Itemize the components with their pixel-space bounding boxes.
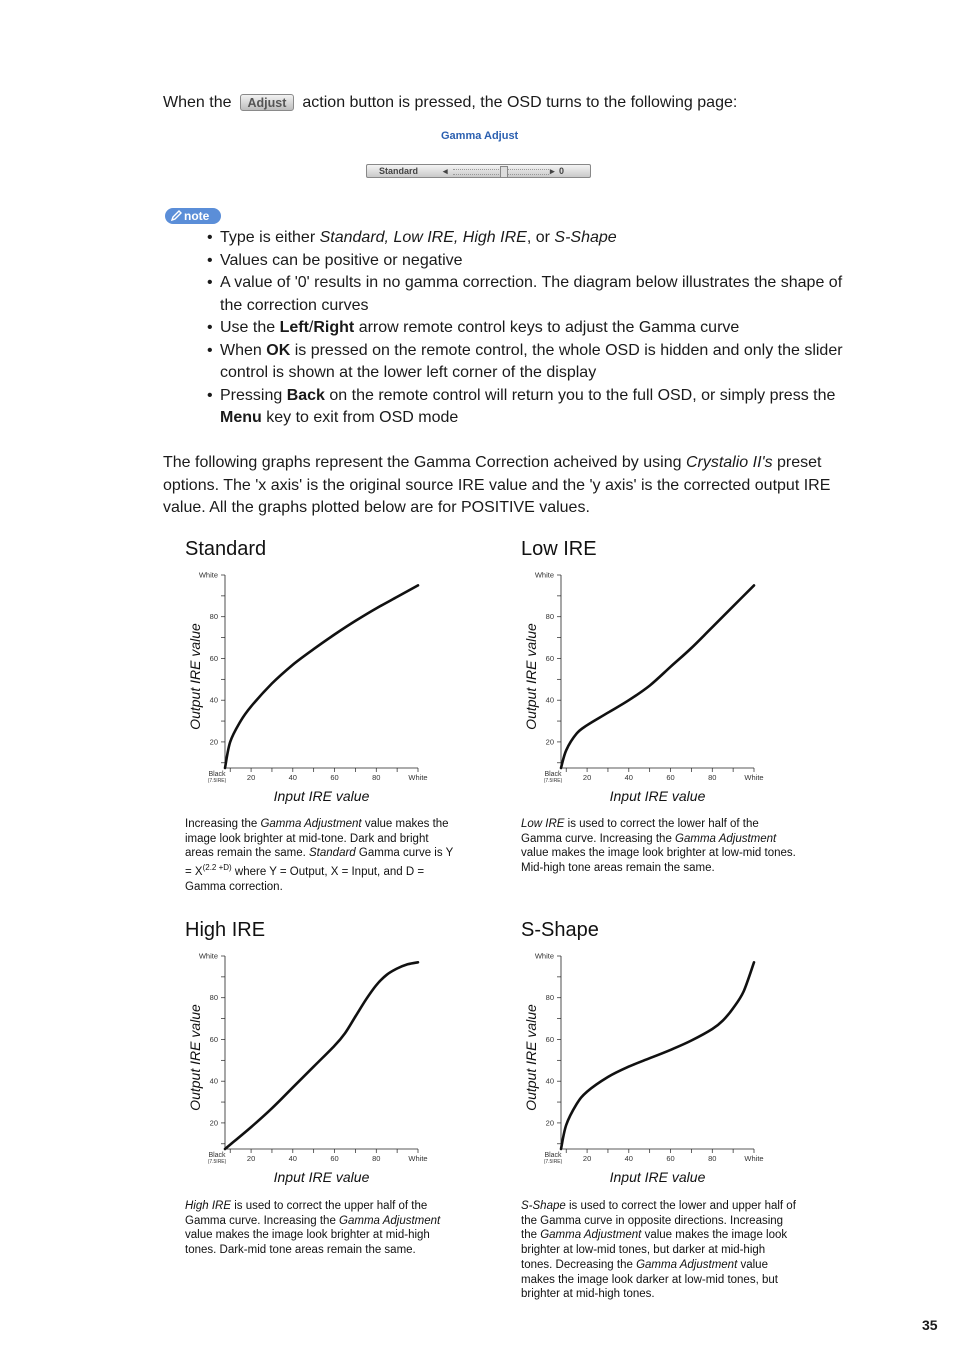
osd-title: Gamma Adjust xyxy=(441,130,519,142)
y-axis-label: Output IRE value xyxy=(523,1004,539,1111)
gamma-curve-line xyxy=(225,585,418,768)
chart-svg xyxy=(185,568,475,838)
note-bullet-item xyxy=(207,317,859,340)
text-run: arrow remote control keys to adjust the Gamma curve xyxy=(354,319,740,336)
text-run: Gamma curve is Y = X xyxy=(185,847,454,878)
chart-description xyxy=(521,1199,796,1302)
x-tick-label: 80 xyxy=(708,773,717,782)
x-tick-sublabel: (7.5IRE) xyxy=(543,778,563,784)
chart-svg xyxy=(185,949,475,1219)
x-tick-label: 60 xyxy=(666,1154,675,1163)
x-tick-label: 80 xyxy=(372,773,381,782)
y-tick-label: 60 xyxy=(545,653,554,663)
text-run: Back xyxy=(286,386,325,404)
y-tick-label: White xyxy=(198,951,218,961)
text-run: value makes the image look brighter at low-mid tones. Mid-high tone areas remain the same. xyxy=(521,847,796,875)
intro-text-after: action button is pressed, the OSD turns to the following page: xyxy=(302,94,738,111)
text-run: Type is either xyxy=(220,229,320,246)
slider-label: Standard xyxy=(379,166,419,176)
arrow-left-icon: ◂ xyxy=(443,166,448,176)
y-axis-label: Output IRE value xyxy=(187,1004,203,1111)
y-tick-label: 40 xyxy=(209,695,218,705)
y-tick-label: 60 xyxy=(545,1034,554,1044)
y-tick-label: White xyxy=(534,951,554,961)
intro-line xyxy=(163,92,737,115)
slider-value: 0 xyxy=(559,166,565,176)
chart-panel xyxy=(521,919,821,1301)
y-tick-label: 40 xyxy=(209,1076,218,1086)
text-run: is used to correct the lower half of the Gamma curve. Increasing the xyxy=(521,818,759,845)
x-tick-label: 40 xyxy=(288,1154,297,1163)
text-run: Crystalio II's xyxy=(685,454,773,471)
text-run: Use the xyxy=(220,319,280,336)
y-tick-label: 80 xyxy=(545,993,554,1003)
text-run: Low IRE xyxy=(521,818,565,830)
x-tick-label: 40 xyxy=(288,773,297,782)
text-run: Left xyxy=(279,319,309,336)
text-run: Gamma Adjustment xyxy=(540,1229,642,1242)
x-tick-label: Black xyxy=(208,1152,226,1159)
note-bullet-item xyxy=(207,340,859,385)
x-tick-label: 80 xyxy=(708,1154,717,1163)
text-run: key to exit from OSD mode xyxy=(261,409,459,426)
y-tick-label: White xyxy=(534,570,554,580)
x-tick-label: 20 xyxy=(246,1154,256,1163)
note-bullet-item xyxy=(207,272,859,317)
chart-panel xyxy=(185,919,485,1289)
x-tick-label: 20 xyxy=(246,773,256,782)
x-tick-label: Black xyxy=(544,1152,562,1159)
chart-description xyxy=(521,817,796,876)
text-run: on the remote control will return you to the full OSD, or simply press the xyxy=(324,386,836,404)
text-run: A value of '0' results in no gamma correction. The diagram below illustrates the shape of the correction curves xyxy=(220,274,843,314)
slider-thumb xyxy=(500,166,508,178)
y-tick-label: 60 xyxy=(209,653,218,663)
text-run: Standard xyxy=(309,847,356,860)
text-run: is used to correct the lower and upper half of the Gamma curve in opposite directions. Increasing the xyxy=(521,1200,796,1242)
text-run: value makes the image look darker at low-mid tones, but brighter at mid-high tones. xyxy=(521,1258,778,1301)
x-tick-label: 20 xyxy=(582,773,592,782)
note-badge xyxy=(165,208,221,224)
text-run: Pressing xyxy=(220,386,287,404)
x-tick-label: White xyxy=(408,773,428,782)
note-bullet-list xyxy=(207,227,859,430)
y-tick-label: 40 xyxy=(545,695,554,705)
x-axis-label: Input IRE value xyxy=(609,1169,706,1185)
chart-panel xyxy=(521,538,821,908)
intro-text-before: When the xyxy=(163,94,232,111)
intro-paragraph xyxy=(163,452,863,520)
arrow-right-icon: ▸ xyxy=(550,166,555,176)
text-run: S-Shape xyxy=(554,229,617,246)
y-tick-label: 40 xyxy=(545,1076,554,1086)
x-tick-label: White xyxy=(744,773,764,782)
text-run: When xyxy=(220,341,267,359)
y-tick-label: White xyxy=(198,570,218,580)
x-tick-label: 60 xyxy=(666,773,675,782)
y-axis-label: Output IRE value xyxy=(187,623,203,730)
x-tick-sublabel: (7.5IRE) xyxy=(543,1159,563,1165)
x-axis-label: Input IRE value xyxy=(273,1169,370,1185)
text-run: preset options. The 'x axis' is the original source IRE value and the 'y axis' is the corrected output IRE value. All the graphs plotted below are for POSITIVE values. xyxy=(163,454,831,516)
chart-title: Standard xyxy=(185,538,267,560)
text-run: S-Shape xyxy=(521,1200,566,1212)
chart-title: S-Shape xyxy=(521,919,599,941)
y-axis-label: Output IRE value xyxy=(523,623,539,730)
chart-description xyxy=(185,1199,460,1258)
gamma-curve-line xyxy=(225,962,418,1149)
y-tick-label: 20 xyxy=(209,1118,218,1128)
chart-title: High IRE xyxy=(185,919,266,941)
chart-title: Low IRE xyxy=(521,538,597,560)
note-bullet-item xyxy=(207,250,859,273)
y-tick-label: 80 xyxy=(209,993,218,1003)
text-run: Gamma Adjustment xyxy=(339,1214,441,1227)
note-bullet-item xyxy=(207,385,859,430)
text-run: Right xyxy=(313,319,355,336)
x-tick-label: 40 xyxy=(624,1154,633,1163)
gamma-curve-line xyxy=(561,962,754,1149)
x-tick-label: White xyxy=(408,1154,428,1163)
text-run: Menu xyxy=(220,409,262,426)
text-run: is pressed on the remote control, the whole OSD is hidden and only the slider control is shown at the lower left corner of the display xyxy=(220,341,843,381)
text-run: Gamma Adjustment xyxy=(260,818,362,830)
text-run: The following graphs represent the Gamma Correction acheived by using xyxy=(163,454,686,471)
gamma-slider xyxy=(366,164,591,178)
text-run: , or xyxy=(526,229,555,246)
gamma-curve-line xyxy=(561,585,754,768)
x-tick-label: 60 xyxy=(330,773,339,782)
x-tick-label: White xyxy=(744,1154,764,1163)
text-run: value makes the image look brighter at mid-high tones. Dark-mid tone areas remain the same. xyxy=(185,1229,430,1257)
y-tick-label: 20 xyxy=(545,737,554,747)
y-tick-label: 80 xyxy=(545,612,554,622)
text-run: value makes the image look brighter at low-mid tones, but darker at mid-high tones. Decreasing the xyxy=(521,1229,788,1271)
chart-svg xyxy=(521,949,811,1219)
adjust-button-image: Adjust xyxy=(240,94,294,111)
text-run: Increasing the xyxy=(185,818,261,830)
chart-svg xyxy=(521,568,811,838)
note-label: note xyxy=(184,209,210,223)
text-run: is used to correct the upper half of the Gamma curve. Increasing the xyxy=(185,1200,428,1227)
x-tick-label: 40 xyxy=(624,773,633,782)
text-run: (2.2 +D) xyxy=(202,863,232,873)
note-bullet-item xyxy=(207,227,859,250)
chart-panel xyxy=(185,538,485,908)
x-tick-sublabel: (7.5IRE) xyxy=(207,1159,227,1165)
pencil-icon xyxy=(170,210,183,222)
y-tick-label: 20 xyxy=(545,1118,554,1128)
x-tick-label: 60 xyxy=(330,1154,339,1163)
text-run: Values can be positive or negative xyxy=(220,251,463,269)
y-tick-label: 20 xyxy=(209,737,218,747)
x-tick-label: 20 xyxy=(582,1154,592,1163)
text-run: Gamma Adjustment xyxy=(636,1258,738,1271)
x-axis-label: Input IRE value xyxy=(609,788,706,804)
text-run: value makes the image look brighter at mid-tone. Dark and bright areas remain the same. xyxy=(185,818,449,860)
text-run: / xyxy=(308,319,314,336)
page-number: 35 xyxy=(922,1317,938,1333)
text-run: Standard, Low IRE, High IRE xyxy=(319,229,527,246)
text-run: Gamma Adjustment xyxy=(675,832,777,845)
x-tick-label: Black xyxy=(544,771,562,778)
y-tick-label: 80 xyxy=(209,612,218,622)
text-run: High IRE xyxy=(185,1200,232,1212)
y-tick-label: 60 xyxy=(209,1034,218,1044)
text-run: where Y = Output, X = Input, and D = Gamma correction. xyxy=(185,865,425,893)
x-tick-sublabel: (7.5IRE) xyxy=(207,778,227,784)
chart-description xyxy=(185,817,460,894)
text-run: OK xyxy=(266,341,291,359)
x-axis-label: Input IRE value xyxy=(273,788,370,804)
x-tick-label: Black xyxy=(208,771,226,778)
x-tick-label: 80 xyxy=(372,1154,381,1163)
